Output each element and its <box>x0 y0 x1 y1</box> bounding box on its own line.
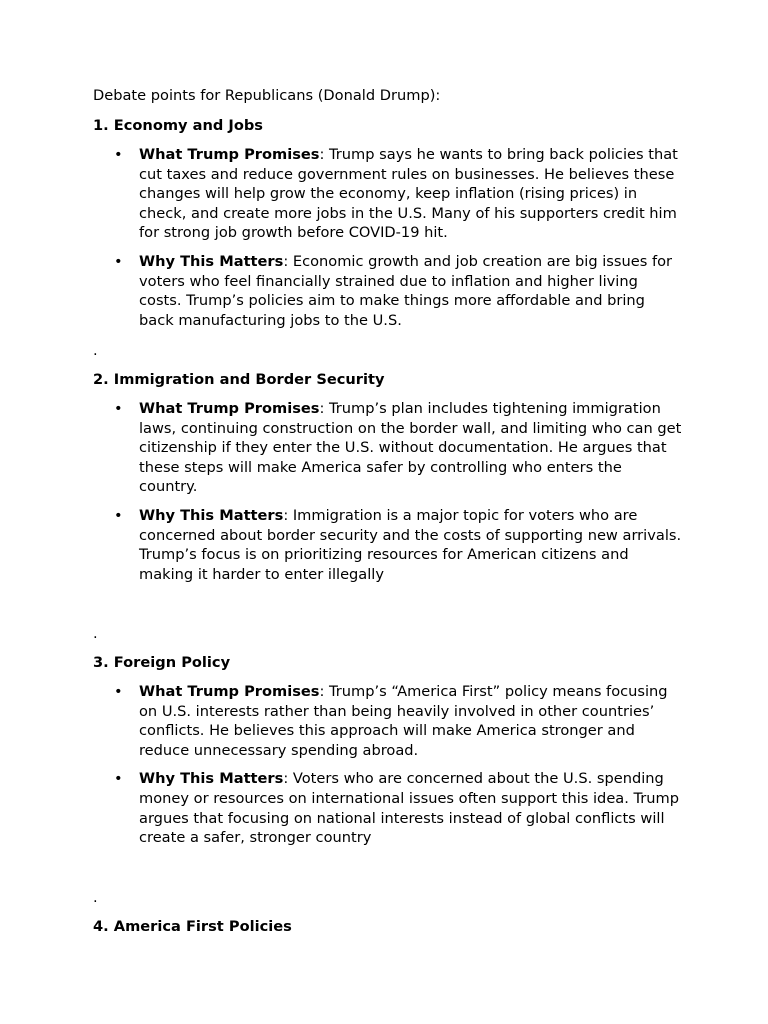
bullet-item <box>93 399 683 497</box>
section-bullets-economy <box>93 145 693 330</box>
bullet-text: : Trump’s “America First” policy means focusing on U.S. interests rather than being heavily involved in other countries’ conflicts. He believes this approach will make America stronger and reduce unnecessary spending abroad. <box>139 683 668 759</box>
section-bullets-foreign-policy <box>93 682 693 848</box>
bullet-term: Why This Matters <box>139 252 284 270</box>
document-intro: Debate points for Republicans (Donald Drump): <box>93 87 441 104</box>
section-heading-foreign-policy: 3. Foreign Policy <box>93 654 231 671</box>
bullet-term: What Trump Promises <box>139 400 320 417</box>
bullet-term: What Trump Promises <box>139 683 320 700</box>
bullet-text: : Trump’s plan includes tightening immigration laws, continuing construction on the border wall, and limiting who can get citizenship if they enter the U.S. without documentation. He argues that these steps will make America safer by controlling who enters the country. <box>139 400 682 496</box>
section-bullets-immigration <box>93 399 693 584</box>
bullet-text: : Voters who are concerned about the U.S. spending money or resources on international issues often support this idea. Trump argues that focusing on national interests instead of global conflicts will create a safer, stronger country <box>139 770 680 847</box>
bullet-term: Why This Matters <box>139 770 284 788</box>
bullet-text: : Economic growth and job creation are big issues for voters who feel financially strained due to inflation and higher living costs. Trump’s policies aim to make things more affordable and bring back manufacturing jobs to the U.S. <box>139 252 673 329</box>
bullet-text: : Trump says he wants to bring back policies that cut taxes and reduce government rules on businesses. He believes these changes will help grow the economy, keep inflation (rising prices) in check, and create more jobs in the U.S. Many of his supporters credit him for strong job growth before COVID-19 hit. <box>139 146 678 242</box>
section-heading-immigration: 2. Immigration and Border Security <box>93 371 385 388</box>
separator-dot: . <box>93 625 98 642</box>
bullet-item <box>93 252 683 330</box>
bullet-text: : Immigration is a major topic for voters who are concerned about border security and the costs of supporting new arrivals. Trump’s focus is on prioritizing resources for American citizens and making it harder to enter illegally <box>139 506 682 583</box>
section-heading-america-first: 4. America First Policies <box>93 918 292 935</box>
bullet-term: Why This Matters <box>139 506 284 524</box>
bullet-item <box>93 506 683 584</box>
bullet-term: What Trump Promises <box>139 146 320 163</box>
separator-dot: . <box>93 889 98 906</box>
bullet-item <box>93 682 683 760</box>
separator-dot: . <box>93 342 98 359</box>
section-heading-economy: 1. Economy and Jobs <box>93 117 263 134</box>
bullet-item <box>93 769 683 847</box>
bullet-item <box>93 145 683 243</box>
